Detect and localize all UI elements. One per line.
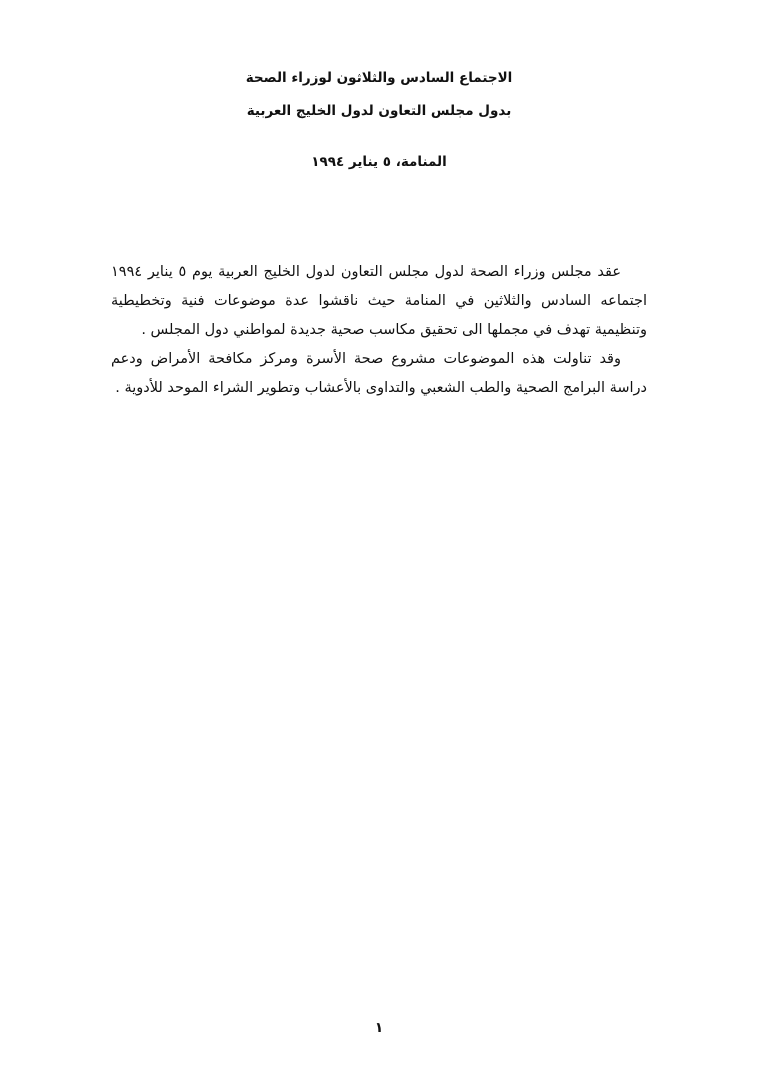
paragraph-2: وقد تناولت هذه الموضوعات مشروع صحة الأسرة ومركز مكافحة الأمراض ودعم دراسة البرامج الصحية والطب الشعبي والتداوى بالأعشاب وتطوير الشراء الموحد للأدوية . — [111, 351, 647, 396]
document-header — [0, 62, 758, 128]
paragraph-1: عقد مجلس وزراء الصحة لدول مجلس التعاون لدول الخليج العربية يوم ٥ يناير ١٩٩٤ اجتماعه السادس والثلاثين في المنامة حيث ناقشوا عدة موضوعات فنية وتخطيطية وتنظيمية تهدف في مجملها الى تحقيق مكاسب صحية جديدة لمواطني دول المجلس . — [111, 264, 647, 338]
document-title-line-1: الاجتماع السادس والثلاثون لوزراء الصحة — [245, 70, 513, 86]
page-number: ١ — [374, 1020, 384, 1036]
document-body — [111, 258, 647, 403]
document-date-line: المنامة، ٥ يناير ١٩٩٤ — [311, 154, 447, 170]
document-title-line-2: بدول مجلس التعاون لدول الخليج العربية — [246, 103, 512, 119]
